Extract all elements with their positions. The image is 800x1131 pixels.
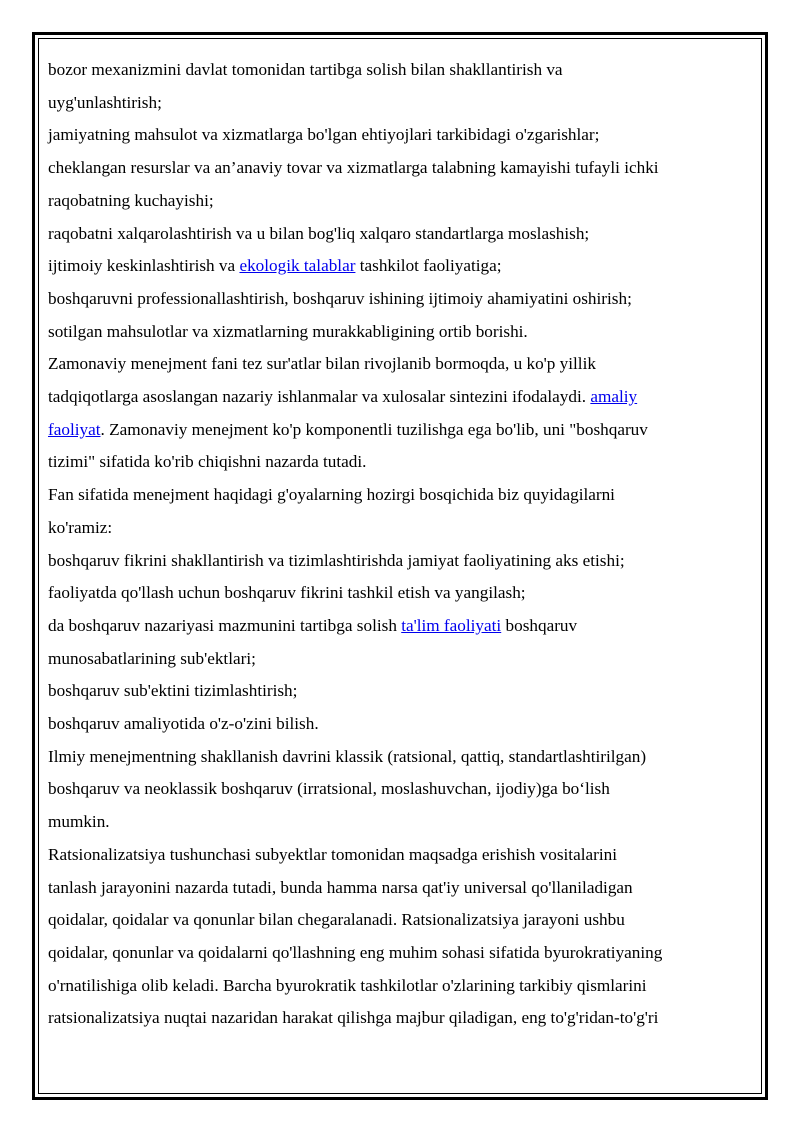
text-segment: uyg'unlashtirish;	[48, 92, 162, 112]
hyperlink[interactable]: amaliy	[590, 387, 638, 407]
text-segment: jamiyatning mahsulot va xizmatlarga bo'lgan ehtiyojlari tarkibidagi o'zgarishlar;	[48, 125, 600, 145]
text-segment: Ratsionalizatsiya tushunchasi subyektlar tomonidan maqsadga erishish vositalarini	[48, 844, 617, 864]
text-segment: sotilgan mahsulotlar va xizmatlarning murakkabligining ortib borishi.	[48, 321, 528, 341]
text-segment: boshqaruv amaliyotida o'z-o'zini bilish.	[48, 714, 319, 734]
text-segment: boshqaruvni professionallashtirish, boshqaruv ishining ijtimoiy ahamiyatini oshirish;	[48, 288, 632, 308]
text-line	[48, 54, 738, 87]
text-segment: boshqaruv sub'ektini tizimlashtirish;	[48, 681, 298, 701]
text-segment: ratsionalizatsiya nuqtai nazaridan harakat qilishga majbur qiladigan, eng to'g'ridan-to'g'ri	[48, 1008, 659, 1028]
text-line	[48, 446, 738, 479]
text-segment: ijtimoiy keskinlashtirish va	[48, 256, 240, 276]
text-line	[48, 643, 738, 676]
text-line	[48, 708, 738, 741]
text-line	[48, 512, 738, 545]
text-line	[48, 1002, 738, 1035]
text-line	[48, 577, 738, 610]
text-segment: . Zamonaviy menejment ko'p komponentli tuzilishga ega bo'lib, uni "boshqaruv	[100, 419, 648, 439]
text-segment: faoliyatda qo'llash uchun boshqaruv fikrini tashkil etish va yangilash;	[48, 583, 526, 603]
text-segment: raqobatni xalqarolashtirish va u bilan bog'liq xalqaro standartlarga moslashish;	[48, 223, 590, 243]
text-segment: bozor mexanizmini davlat tomonidan tartibga solish bilan shakllantirish va	[48, 60, 563, 79]
text-segment: tashkilot faoliyatiga;	[355, 256, 502, 276]
text-segment: mumkin.	[48, 812, 110, 832]
text-line	[48, 152, 738, 185]
text-line	[48, 316, 738, 349]
text-line	[48, 904, 738, 937]
text-segment: tadqiqotlarga asoslangan nazariy ishlanmalar va xulosalar sintezini ifodalaydi.	[48, 387, 591, 407]
text-segment: cheklangan resurslar va an’anaviy tovar va xizmatlarga talabning kamayishi tufayli ichki	[48, 158, 659, 178]
text-line	[48, 610, 738, 643]
text-line	[48, 872, 738, 905]
text-line	[48, 185, 738, 218]
text-line	[48, 218, 738, 251]
hyperlink[interactable]: ekologik talablar	[239, 256, 356, 276]
text-line	[48, 773, 738, 806]
text-line	[48, 675, 738, 708]
text-segment: boshqaruv va neoklassik boshqaruv (irratsional, moslashuvchan, ijodiy)ga bo‘lish	[48, 779, 610, 799]
text-segment: munosabatlarining sub'ektlari;	[48, 648, 256, 668]
text-line	[48, 479, 738, 512]
text-segment: qoidalar, qoidalar va qonunlar bilan chegaralanadi. Ratsionalizatsiya jarayoni ushbu	[48, 910, 625, 930]
text-segment: tanlash jarayonini nazarda tutadi, bunda hamma narsa qat'iy universal qo'llaniladigan	[48, 877, 633, 897]
text-segment: Fan sifatida menejment haqidagi g'oyalarning hozirgi bosqichida biz quyidagilarni	[48, 485, 615, 505]
hyperlink[interactable]: ta'lim faoliyati	[401, 615, 502, 635]
text-line	[48, 87, 738, 120]
text-line	[48, 839, 738, 872]
text-segment: Ilmiy menejmentning shakllanish davrini klassik (ratsional, qattiq, standartlashtirilgan)	[48, 746, 647, 766]
text-segment: ko'ramiz:	[48, 517, 113, 537]
text-line	[48, 970, 738, 1003]
text-line	[48, 250, 738, 283]
text-segment: o'rnatilishiga olib keladi. Barcha byurokratik tashkilotlar o'zlarining tarkibiy qismlarini	[48, 975, 647, 995]
text-segment: Zamonaviy menejment fani tez sur'atlar bilan rivojlanib bormoqda, u ko'p yillik	[48, 354, 596, 374]
text-line	[48, 381, 738, 414]
text-line	[48, 414, 738, 447]
text-line	[48, 283, 738, 316]
text-segment: qoidalar, qonunlar va qoidalarni qo'llashning eng muhim sohasi sifatida byurokratiyaning	[48, 942, 663, 962]
document-body	[48, 54, 738, 1035]
text-line	[48, 741, 738, 774]
text-segment: raqobatning kuchayishi;	[48, 190, 214, 210]
text-segment: tizimi" sifatida ko'rib chiqishni nazarda tutadi.	[48, 452, 367, 472]
hyperlink[interactable]: faoliyat	[48, 419, 101, 439]
text-segment: boshqaruv fikrini shakllantirish va tizimlashtirishda jamiyat faoliyatining aks etishi;	[48, 550, 625, 570]
text-line	[48, 545, 738, 578]
text-line	[48, 806, 738, 839]
text-line	[48, 119, 738, 152]
text-segment: boshqaruv	[501, 615, 578, 635]
text-line	[48, 937, 738, 970]
text-line	[48, 348, 738, 381]
text-segment: da boshqaruv nazariyasi mazmunini tartibga solish	[48, 615, 402, 635]
